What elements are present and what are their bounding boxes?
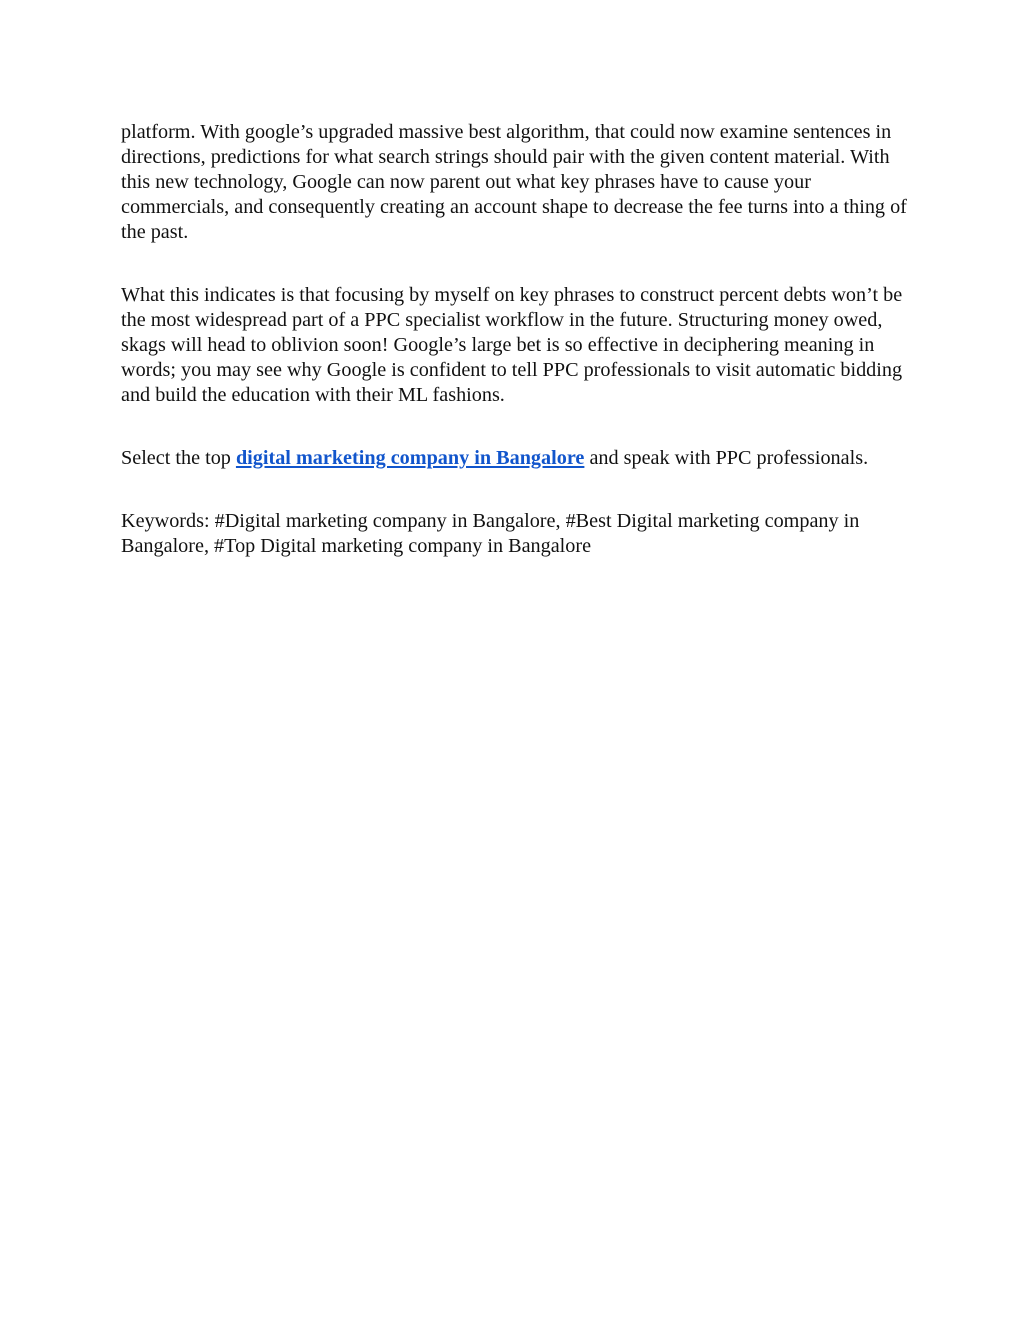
paragraph-keywords: Keywords: #Digital marketing company in Bangalore, #Best Digital marketing company in Bangalore, #Top Digital marketing company in Bangalore [121, 510, 860, 557]
cta-text-after: and speak with PPC professionals. [584, 447, 869, 469]
paragraph-algorithm: platform. With google’s upgraded massive best algorithm, that could now examine sentences in directions, predictions for what search strings should pair with the given content material. With this new technology, Google can now parent out what key phrases have to cause your commercials, and consequently creating an account shape to decrease the fee turns into a thing of the past. [121, 121, 907, 243]
cta-text-before: Select the top [121, 447, 236, 469]
digital-marketing-company-link[interactable]: digital marketing company in Bangalore [235, 447, 585, 469]
document-body [121, 120, 911, 597]
paragraph-call-to-action [121, 446, 911, 471]
paragraph-keyphrases: What this indicates is that focusing by myself on key phrases to construct percent debts won’t be the most widespread part of a PPC specialist workflow in the future. Structuring money owed, skags will head to oblivion soon! Google’s large bet is so effective in deciphering meaning in words; you may see why Google is confident to tell PPC professionals to visit automatic bidding and build the education with their ML fashions. [121, 284, 903, 406]
